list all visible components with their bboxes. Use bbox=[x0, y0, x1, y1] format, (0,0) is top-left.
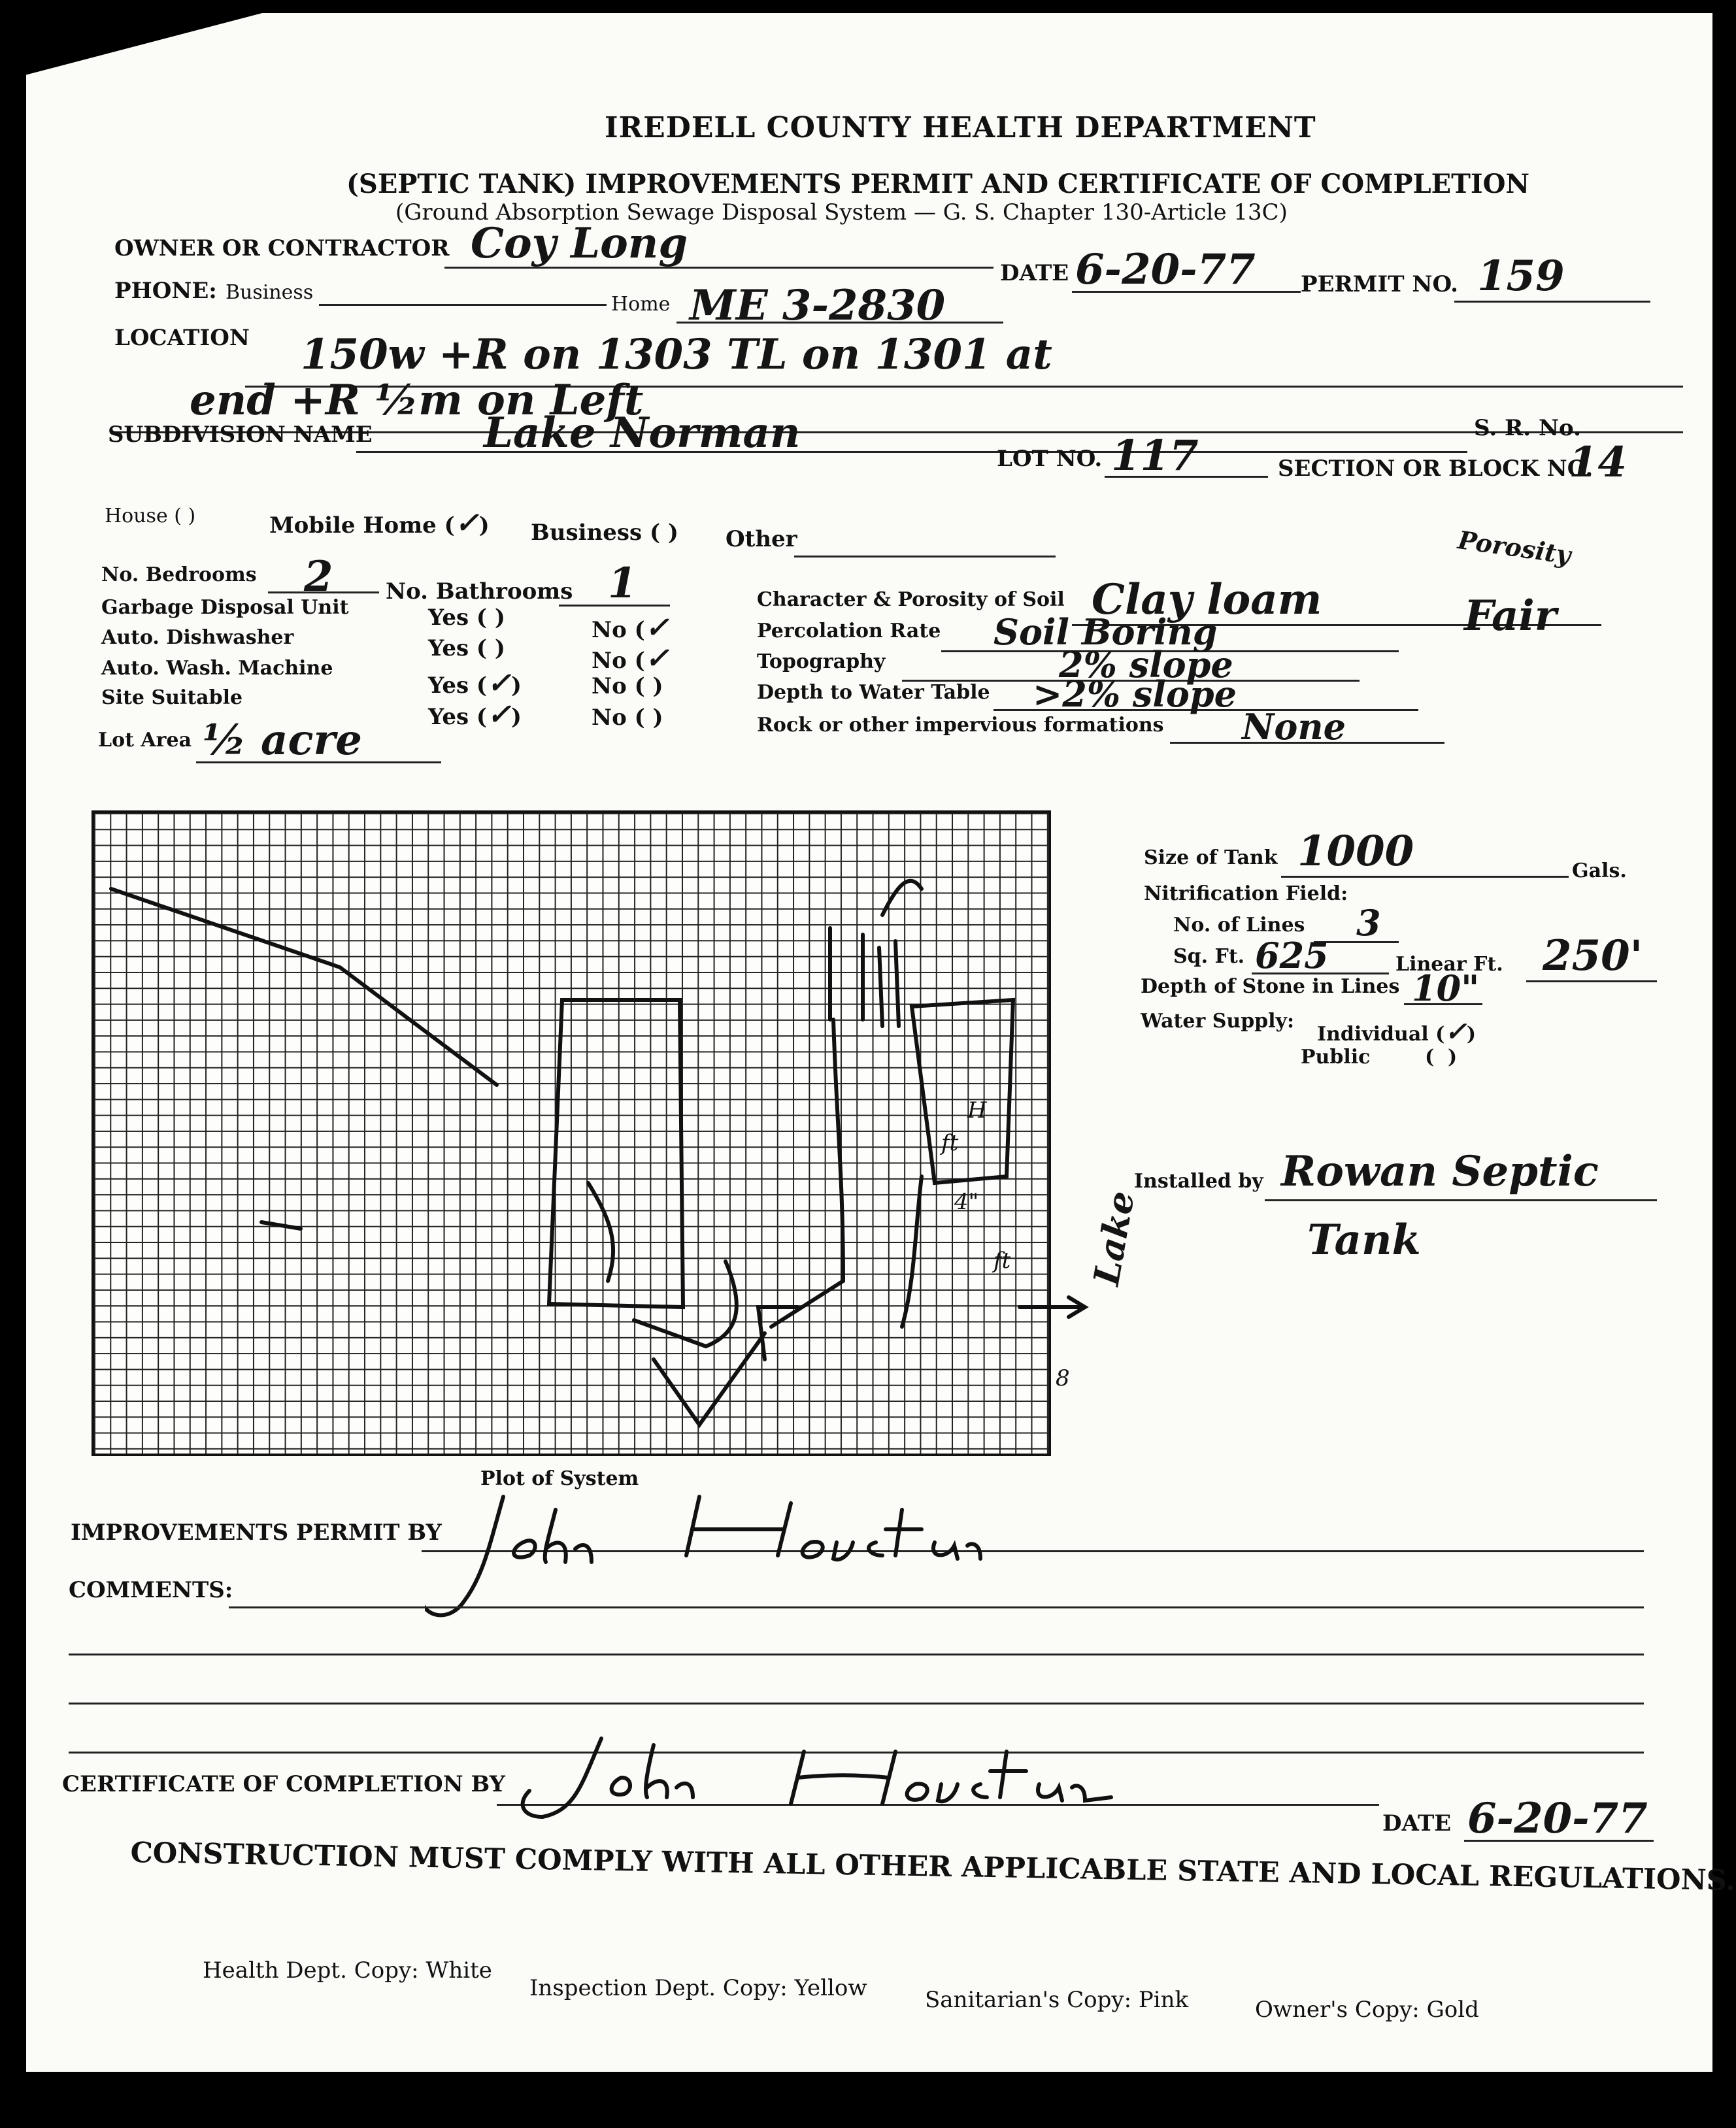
lot-value: 117 bbox=[1111, 431, 1199, 480]
improvements-permit-label: IMPROVEMENTS PERMIT BY bbox=[71, 1520, 442, 1546]
form-title: (SEPTIC TANK) IMPROVEMENTS PERMIT AND CERTIFICATE OF COMPLETION bbox=[346, 169, 1529, 199]
lot-area-label: Lot Area bbox=[98, 729, 192, 752]
lines-label: No. of Lines bbox=[1173, 914, 1305, 937]
soil-character-value: Clay loam bbox=[1092, 575, 1322, 624]
svg-text:8: 8 bbox=[1056, 1365, 1070, 1391]
phone-home-value: ME 3-2830 bbox=[690, 281, 946, 330]
water-supply-label: Water Supply: bbox=[1141, 1010, 1295, 1033]
water-individual-check: ✓ bbox=[1444, 1016, 1467, 1047]
phone-business-line bbox=[319, 304, 607, 306]
topography-label: Topography bbox=[757, 650, 886, 673]
tank-size-line bbox=[1281, 876, 1569, 878]
topography-value: 2% slope bbox=[1059, 644, 1233, 686]
wash-machine-yes-check: ✓ bbox=[487, 667, 511, 700]
section-label: SECTION OR BLOCK NO. bbox=[1278, 456, 1594, 482]
permit-line bbox=[1454, 301, 1650, 303]
gals-label: Gals. bbox=[1572, 859, 1627, 882]
rock-label: Rock or other impervious formations bbox=[757, 714, 1164, 737]
tank-size-value: 1000 bbox=[1297, 827, 1414, 876]
wash-machine-label: Auto. Wash. Machine bbox=[101, 657, 333, 680]
percolation-label: Percolation Rate bbox=[757, 620, 941, 642]
section-value: 14 bbox=[1569, 438, 1628, 487]
certificate-date-label: DATE bbox=[1382, 1810, 1452, 1837]
copy-health-dept: Health Dept. Copy: White bbox=[203, 1957, 492, 1984]
svg-text:ft: ft bbox=[993, 1248, 1011, 1274]
lot-area-value: ½ acre bbox=[203, 716, 362, 765]
sqft-value: 625 bbox=[1255, 935, 1329, 976]
water-table-value: >2% slope bbox=[1033, 673, 1237, 715]
comments-line-3 bbox=[69, 1703, 1644, 1704]
plot-caption: Plot of System bbox=[480, 1467, 639, 1490]
site-suitable-yes: Yes (✓) bbox=[428, 698, 522, 731]
dishwasher-label: Auto. Dishwasher bbox=[101, 626, 294, 649]
porosity-note: Porosity bbox=[1456, 525, 1573, 570]
site-suitable-yes-check: ✓ bbox=[487, 698, 511, 731]
certificate-signature bbox=[503, 1725, 1196, 1839]
copy-owner: Owner's Copy: Gold bbox=[1255, 1997, 1479, 2023]
permit-value: 159 bbox=[1477, 252, 1565, 301]
comments-label: COMMENTS: bbox=[69, 1577, 233, 1603]
phone-business-label: Business bbox=[225, 281, 314, 304]
house-option: House ( ) bbox=[105, 505, 196, 527]
other-option: Other bbox=[726, 526, 797, 552]
form-subtitle: (Ground Absorption Sewage Disposal System — G. S. Chapter 130-Article 13C) bbox=[395, 199, 1288, 225]
linear-line bbox=[1526, 980, 1657, 982]
sqft-label: Sq. Ft. bbox=[1173, 945, 1245, 968]
bathrooms-value: 1 bbox=[608, 559, 637, 608]
location-label: LOCATION bbox=[114, 325, 250, 351]
dishwasher-no bbox=[592, 642, 669, 675]
phone-home-label: Home bbox=[611, 293, 671, 316]
sr-label: S. R. No. bbox=[1474, 415, 1581, 441]
improvements-signature bbox=[425, 1484, 1118, 1637]
wash-machine-yes: Yes (✓) bbox=[428, 667, 522, 700]
mobile-home-option bbox=[269, 507, 490, 540]
mobile-home-close: ) bbox=[478, 512, 490, 539]
mobile-home-label: Mobile Home ( bbox=[269, 512, 455, 539]
percolation-value: Soil Boring bbox=[993, 611, 1218, 653]
site-suitable-no: No ( ) bbox=[592, 705, 663, 731]
date-value: 6-20-77 bbox=[1075, 245, 1256, 294]
installed-by-line bbox=[1265, 1199, 1657, 1201]
bedrooms-value: 2 bbox=[304, 552, 333, 601]
certificate-label: CERTIFICATE OF COMPLETION BY bbox=[62, 1771, 505, 1797]
svg-text:ft: ft bbox=[941, 1130, 959, 1156]
wash-machine-yes-label: Yes ( bbox=[428, 673, 488, 699]
other-line bbox=[794, 556, 1056, 557]
nitrification-label: Nitrification Field: bbox=[1144, 882, 1348, 905]
water-public: Public ( ) bbox=[1301, 1046, 1458, 1069]
water-individual: Individual (✓) bbox=[1317, 1016, 1477, 1047]
water-table-label: Depth to Water Table bbox=[757, 681, 990, 704]
department-title: IREDELL COUNTY HEALTH DEPARTMENT bbox=[605, 111, 1316, 144]
business-option: Business ( ) bbox=[531, 520, 678, 546]
permit-label: PERMIT NO. bbox=[1301, 271, 1458, 297]
garbage-disposal-yes: Yes ( ) bbox=[428, 605, 505, 631]
dishwasher-no-label: No ( bbox=[592, 648, 645, 674]
installer-value-line1: Rowan Septic bbox=[1281, 1147, 1599, 1196]
copy-inspection-dept: Inspection Dept. Copy: Yellow bbox=[529, 1975, 867, 2001]
installer-value-line2: Tank bbox=[1307, 1216, 1421, 1265]
garbage-disposal-label: Garbage Disposal Unit bbox=[101, 596, 349, 619]
subdivision-value: Lake Norman bbox=[484, 408, 801, 457]
comments-line-1 bbox=[229, 1606, 1644, 1608]
water-individual-label: Individual ( bbox=[1317, 1023, 1445, 1046]
tank-size-label: Size of Tank bbox=[1144, 846, 1278, 869]
plot-sketch bbox=[92, 810, 1137, 1464]
garbage-disposal-no-check: ✓ bbox=[644, 611, 669, 644]
lot-label: LOT NO. bbox=[997, 446, 1103, 472]
stone-label: Depth of Stone in Lines bbox=[1141, 975, 1400, 998]
dishwasher-no-check: ✓ bbox=[644, 642, 669, 675]
soil-character-fair: Fair bbox=[1464, 591, 1557, 640]
date-label: DATE bbox=[1000, 260, 1069, 286]
rock-value: None bbox=[1242, 706, 1346, 748]
lake-label: Lake bbox=[1085, 1188, 1143, 1289]
garbage-disposal-no-label: No ( bbox=[592, 617, 645, 643]
comments-line-2 bbox=[69, 1654, 1644, 1655]
owner-label: OWNER OR CONTRACTOR bbox=[114, 235, 450, 261]
garbage-disposal-no bbox=[592, 611, 669, 644]
installed-by-label: Installed by bbox=[1134, 1170, 1263, 1193]
lines-value: 3 bbox=[1356, 902, 1381, 944]
phone-label: PHONE: bbox=[114, 278, 217, 304]
dishwasher-yes: Yes ( ) bbox=[428, 635, 505, 661]
svg-text:H: H bbox=[967, 1097, 987, 1123]
bedrooms-label: No. Bedrooms bbox=[101, 563, 257, 586]
mobile-home-check: ✓ bbox=[454, 507, 479, 540]
location-line1: 150w +R on 1303 TL on 1301 at bbox=[301, 330, 1052, 379]
owner-value: Coy Long bbox=[471, 219, 688, 268]
certificate-date-value: 6-20-77 bbox=[1467, 1794, 1648, 1843]
site-suitable-yes-label: Yes ( bbox=[428, 704, 488, 730]
bathrooms-label: No. Bathrooms bbox=[386, 578, 573, 605]
subdivision-label: SUBDIVISION NAME bbox=[108, 422, 373, 448]
improvements-signature-image bbox=[425, 1484, 1118, 1634]
copy-sanitarian: Sanitarian's Copy: Pink bbox=[925, 1987, 1189, 2013]
location-line2: end +R ½m on Left bbox=[190, 376, 644, 425]
linear-value: 250' bbox=[1543, 931, 1643, 980]
svg-text:4": 4" bbox=[954, 1189, 979, 1215]
linear-label: Linear Ft. bbox=[1395, 953, 1503, 976]
compliance-notice: CONSTRUCTION MUST COMPLY WITH ALL OTHER APPLICABLE STATE AND LOCAL REGULATIONS. bbox=[130, 1837, 1736, 1897]
soil-character-label: Character & Porosity of Soil bbox=[757, 588, 1065, 611]
wash-machine-no: No ( ) bbox=[592, 673, 663, 699]
stone-value: 10" bbox=[1412, 967, 1480, 1009]
certificate-signature-image bbox=[503, 1725, 1196, 1837]
site-suitable-label: Site Suitable bbox=[101, 686, 243, 709]
